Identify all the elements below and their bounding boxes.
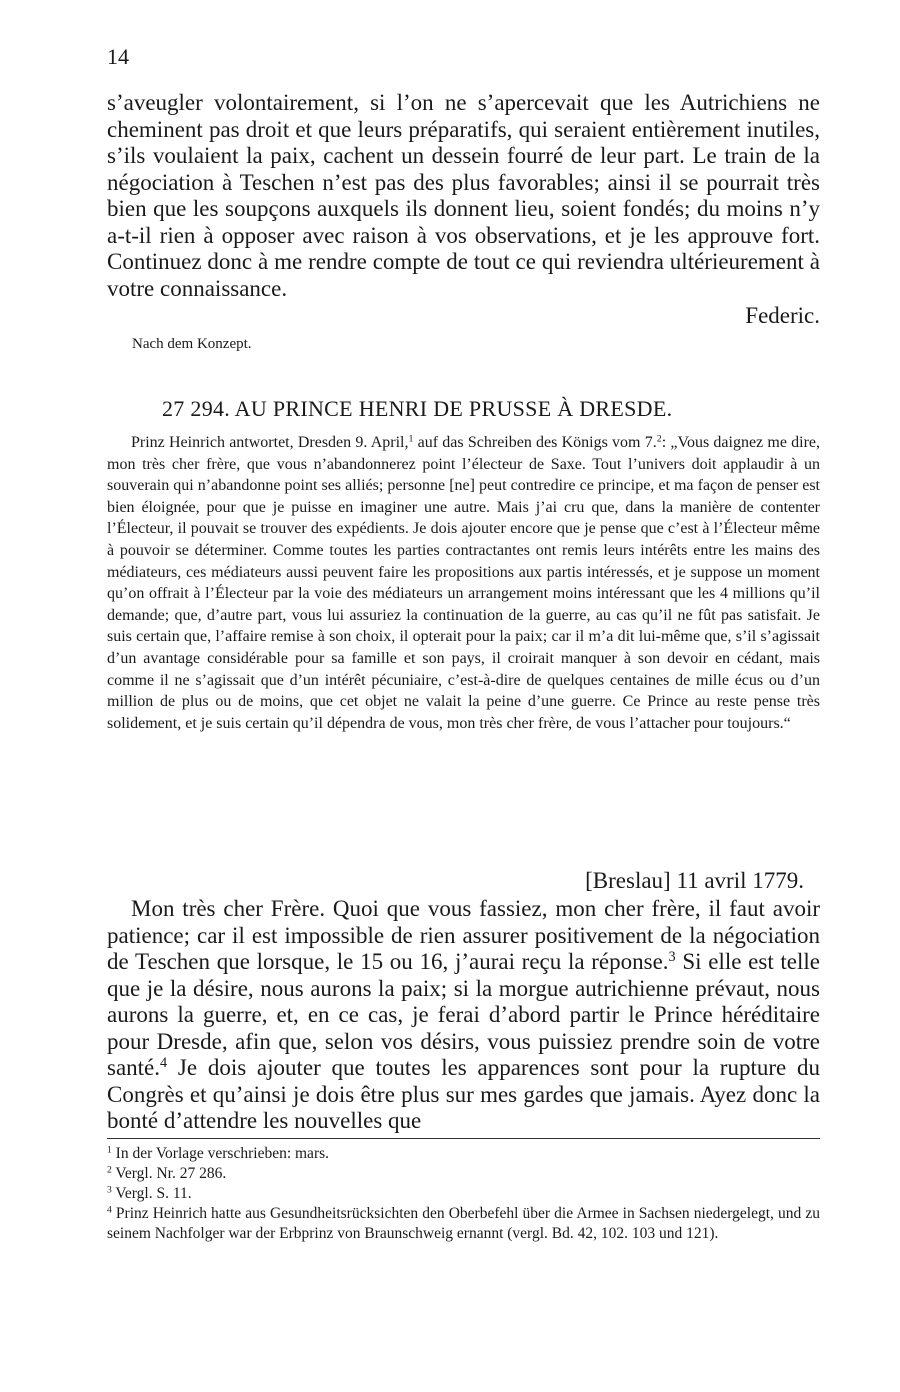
- continuation-paragraph: [107, 90, 820, 302]
- footnote-ref-4: 4: [160, 1055, 168, 1072]
- footnote-text: Vergl. Nr. 27 286.: [115, 1165, 227, 1182]
- source-note: Nach dem Konzept.: [132, 336, 252, 352]
- letter-heading: 27 294. AU PRINCE HENRI DE PRUSSE À DRESDE.: [162, 396, 673, 421]
- footnote-4: [107, 1204, 820, 1244]
- summary-text: [107, 432, 820, 734]
- footnote-1: [107, 1144, 820, 1164]
- footnote-2: [107, 1164, 820, 1184]
- letter-text: [107, 896, 820, 1135]
- dateline: [Breslau] 11 avril 1779.: [585, 868, 804, 893]
- page-number: 14: [107, 44, 129, 69]
- continuation-text: s’aveugler volontairement, si l’on ne s’apercevait que les Autrichiens ne cheminent pas droit et que leurs préparatifs, qui seraient entièrement inutiles, s’ils voulaient la paix, cachent un dessein fourré de leur part. Le train de la négociation à Teschen n’est pas des plus favorables; ainsi il se pourrait très bien que les soupçons auxquels ils donnent lieu, soient fondés; du moins n’y a-t-il rien à opposer avec raison à vos observations, et je les approuve fort. Continuez donc à me rendre compte de tout ce qui reviendra ultérieurement à votre connaissance.: [107, 90, 820, 301]
- letter-body: [107, 896, 820, 1135]
- footnote-mark: 3: [107, 1184, 112, 1196]
- footnote-ref-2: 2: [656, 433, 662, 445]
- footnote-mark: 2: [107, 1164, 112, 1176]
- summary-block: [107, 432, 820, 734]
- summary-quote: : „Vous daignez me dire, mon très cher frère, que vous n’abandonnerez point l’électeur de Saxe. Tout l’univers doit applaudir à un souverain qui n’abandonne point ses alliés; personne [ne] peut contredire ce principe, et ma façon de penser est bien éloignée, pour que je puisse en imaginer une autre. Mais j’ai cru que, dans la manière de contenter l’Électeur, il pouvait se trouver des expédients. Je dois ajouter encore que je pense que c’est à l’Électeur même à pouvoir se déterminer. Comme toutes les parties contractantes ont remis leurs intérêts entre les mains des médiateurs, ces médiateurs aussi peuvent faire les propositions aux partis intéressés, et je suppose un moment qu’on offrait à l’Électeur par la voie des médiateurs un arrangement moins intéressant que les 4 millions qu’il demande; que, d’autre part, vous lui assuriez la continuation de la guerre, au cas qu’il ne fût pas satisfait. Je suis certain que, l’affaire remise à son choix, il opterait pour la paix; car il m’a dit lui-même que, s’il s’agissait d’un avantage considérable pour sa famille et son pays, il croirait manquer à son devoir en cédant, mais comme il ne s’agissait que d’un intérêt pécuniaire, c’est-à-dire de quelques centaines de mille écus ou d’un million de plus ou de moins, que cet objet ne valait la peine d’une guerre. Ce Prince au reste pense très solidement, et je suis certain qu’il dépendra de vous, mon très cher frère, de vous l’attacher pour toujours.“: [107, 434, 821, 732]
- letter-part-3: Je dois ajouter que toutes les apparences sont pour la rupture du Congrès et qu’ainsi je dois être plus sur mes gardes que jamais. Ayez donc la bonté d’attendre les nouvelles que: [107, 1055, 820, 1133]
- summary-intro-1: Prinz Heinrich antwortet, Dresden 9. April,: [131, 434, 409, 451]
- signature: Federic.: [745, 303, 820, 328]
- letter-part-1: Mon très cher Frère. Quoi que vous fassiez, mon cher frère, il faut avoir patience; car il est impossible de rien assurer positivement de la négociation de Teschen que lorsque, le 15 ou 16, j’aurai reçu la réponse.: [107, 896, 820, 974]
- letter-part-2: Si elle est telle que je la désire, nous aurons la paix; si la morgue autrichienne prévaut, nous aurons la guerre, et, en ce cas, je ferai d’abord partir le Prince héréditaire pour Dresde, afin que, selon vos désirs, vous puissiez prendre soin de votre santé.: [107, 949, 821, 1080]
- footnote-text: Vergl. S. 11.: [115, 1185, 192, 1202]
- footnote-divider: [107, 1138, 820, 1139]
- footnote-mark: 4: [107, 1204, 112, 1216]
- footnote-ref-1: 1: [408, 433, 414, 445]
- footnotes: [107, 1144, 820, 1244]
- footnote-ref-3: 3: [668, 949, 676, 966]
- footnote-mark: 1: [107, 1144, 112, 1156]
- footnote-text: In der Vorlage verschrieben: mars.: [115, 1145, 330, 1162]
- footnote-3: [107, 1184, 820, 1204]
- footnote-text: Prinz Heinrich hatte aus Gesundheitsrücksichten den Oberbefehl über die Armee in Sachsen niedergelegt, und zu seinem Nachfolger war der Erbprinz von Braunschweig ernannt (vergl. Bd. 42, 102. 103 und 121).: [107, 1205, 820, 1242]
- summary-intro-2: auf das Schreiben des Königs vom 7.: [413, 434, 657, 451]
